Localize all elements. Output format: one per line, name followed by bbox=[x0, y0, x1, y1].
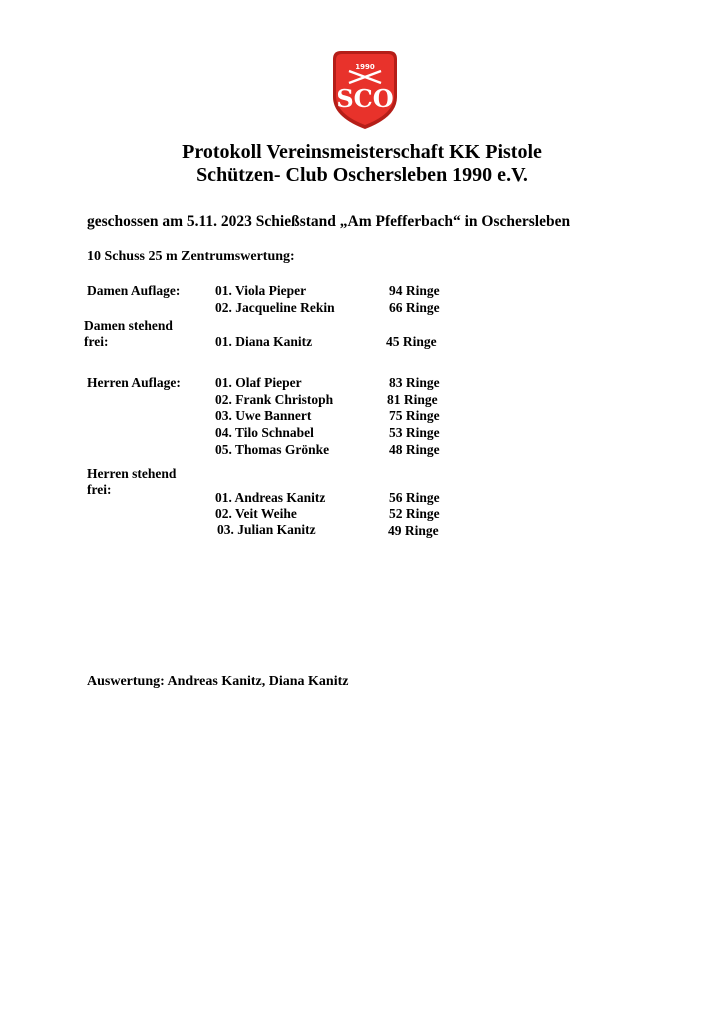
result-name: 01. Viola Pieper bbox=[215, 283, 307, 298]
result-name: 02. Jacqueline Rekin bbox=[215, 300, 335, 315]
result-rings: 53 Ringe bbox=[389, 425, 440, 440]
result-rings: 81 Ringe bbox=[387, 392, 438, 407]
result-rings: 94 Ringe bbox=[389, 283, 440, 298]
category-label-herren-stehend: Herren stehend bbox=[87, 466, 177, 481]
title-line-1: Protokoll Vereinsmeisterschaft KK Pistole bbox=[182, 141, 542, 163]
result-rings: 56 Ringe bbox=[389, 490, 440, 505]
club-logo bbox=[329, 47, 401, 131]
result-rings: 45 Ringe bbox=[386, 334, 437, 349]
category-label-herren-stehend-frei: frei: bbox=[87, 482, 112, 497]
result-rings: 66 Ringe bbox=[389, 300, 440, 315]
result-name: 02. Frank Christoph bbox=[215, 392, 334, 407]
result-rings: 75 Ringe bbox=[389, 408, 440, 423]
result-name: 01. Olaf Pieper bbox=[215, 375, 302, 390]
result-rings: 52 Ringe bbox=[389, 506, 440, 521]
result-name: 02. Veit Weihe bbox=[215, 506, 297, 521]
date-line: geschossen am 5.11. 2023 Schießstand „Am Pfefferbach“ in Oschersleben bbox=[87, 213, 571, 230]
category-label-damen-stehend-frei: frei: bbox=[84, 334, 109, 349]
category-label-damen-stehend: Damen stehend bbox=[84, 318, 173, 333]
category-label-herren-auflage: Herren Auflage: bbox=[87, 375, 181, 390]
result-name: 05. Thomas Grönke bbox=[215, 442, 330, 457]
result-rings: 49 Ringe bbox=[388, 523, 439, 538]
evaluation-line: Auswertung: Andreas Kanitz, Diana Kanitz bbox=[87, 674, 349, 689]
format-line: 10 Schuss 25 m Zentrumswertung: bbox=[87, 249, 295, 264]
result-name: 04. Tilo Schnabel bbox=[215, 425, 314, 440]
logo-year: 1990 bbox=[355, 63, 375, 71]
result-rings: 48 Ringe bbox=[389, 442, 440, 457]
result-name: 01. Andreas Kanitz bbox=[215, 490, 326, 505]
result-name: 03. Uwe Bannert bbox=[215, 408, 312, 423]
title-line-2: Schützen- Club Oschersleben 1990 e.V. bbox=[196, 164, 528, 186]
result-rings: 83 Ringe bbox=[389, 375, 440, 390]
logo-text: SCO bbox=[336, 84, 394, 113]
result-name: 01. Diana Kanitz bbox=[215, 334, 313, 349]
category-label-damen-auflage: Damen Auflage: bbox=[87, 283, 181, 298]
result-name: 03. Julian Kanitz bbox=[217, 522, 316, 537]
